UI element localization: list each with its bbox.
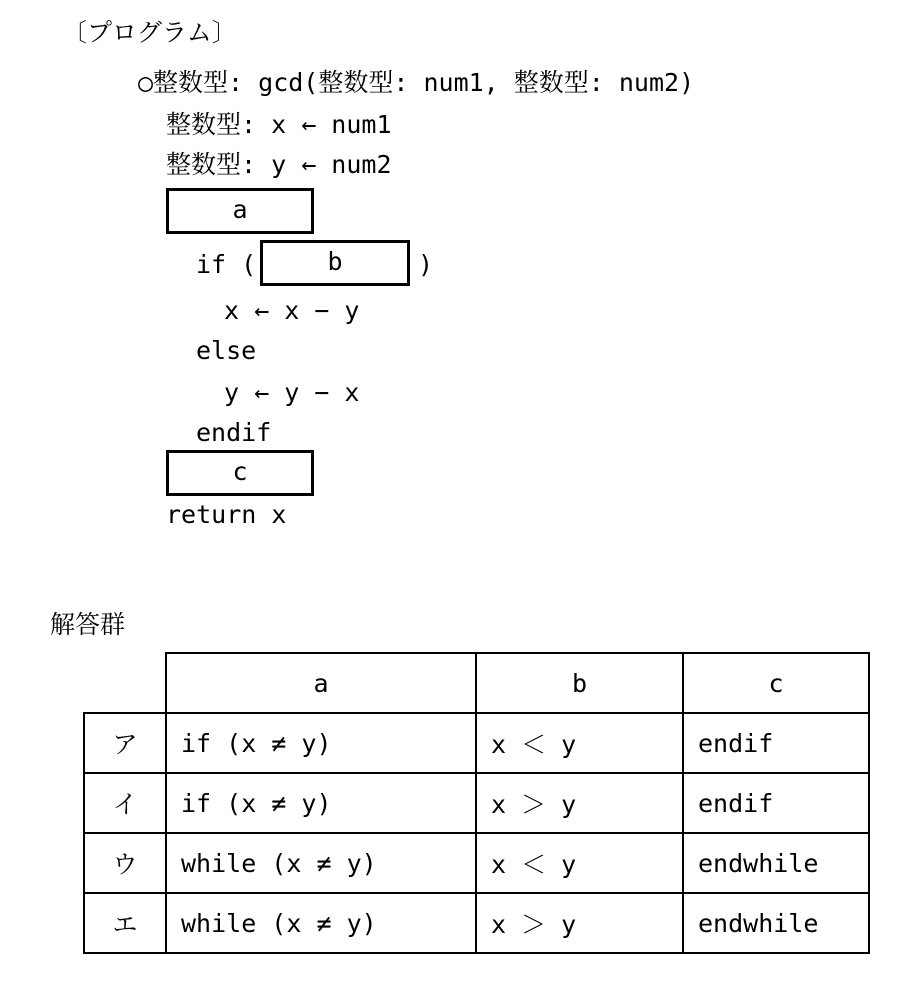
else-line: else (196, 336, 257, 365)
cell-c: endwhile (683, 833, 869, 893)
cell-a: if (x ≠ y) (166, 713, 476, 773)
answer-table (83, 652, 870, 954)
row-label: イ (84, 773, 166, 833)
cell-b: x ＜ y (476, 833, 683, 893)
row-label: ア (84, 713, 166, 773)
table-row (84, 893, 869, 953)
function-signature: ○整数型: gcd(整数型: num1, 整数型: num2) (138, 68, 695, 97)
table-corner-cell (84, 653, 166, 713)
cell-a: while (x ≠ y) (166, 893, 476, 953)
cell-c: endif (683, 773, 869, 833)
cell-b: x ＜ y (476, 713, 683, 773)
endif-line: endif (196, 418, 272, 447)
declare-y-line: 整数型: y ← num2 (166, 150, 392, 179)
program-heading: 〔プログラム〕 (62, 18, 237, 47)
blank-c-box: c (166, 450, 314, 496)
cell-a: while (x ≠ y) (166, 833, 476, 893)
cell-c: endwhile (683, 893, 869, 953)
return-line: return x (166, 500, 287, 529)
header-b: b (476, 653, 683, 713)
cell-b: x ＞ y (476, 773, 683, 833)
cell-c: endif (683, 713, 869, 773)
declare-x-line: 整数型: x ← num1 (166, 110, 392, 139)
table-row (84, 773, 869, 833)
blank-a-box: a (166, 188, 314, 234)
header-a: a (166, 653, 476, 713)
table-header-row (84, 653, 869, 713)
subtract-x-line: y ← y − x (224, 378, 360, 407)
row-label: ウ (84, 833, 166, 893)
header-c: c (683, 653, 869, 713)
if-close-paren: ) (418, 250, 434, 279)
subtract-y-line: x ← x − y (224, 296, 360, 325)
table-row (84, 713, 869, 773)
row-label: エ (84, 893, 166, 953)
cell-b: x ＞ y (476, 893, 683, 953)
answer-group-heading: 解答群 (50, 610, 126, 639)
if-open-line: if ( (196, 250, 257, 279)
cell-a: if (x ≠ y) (166, 773, 476, 833)
blank-b-box: b (260, 240, 410, 286)
table-row (84, 833, 869, 893)
